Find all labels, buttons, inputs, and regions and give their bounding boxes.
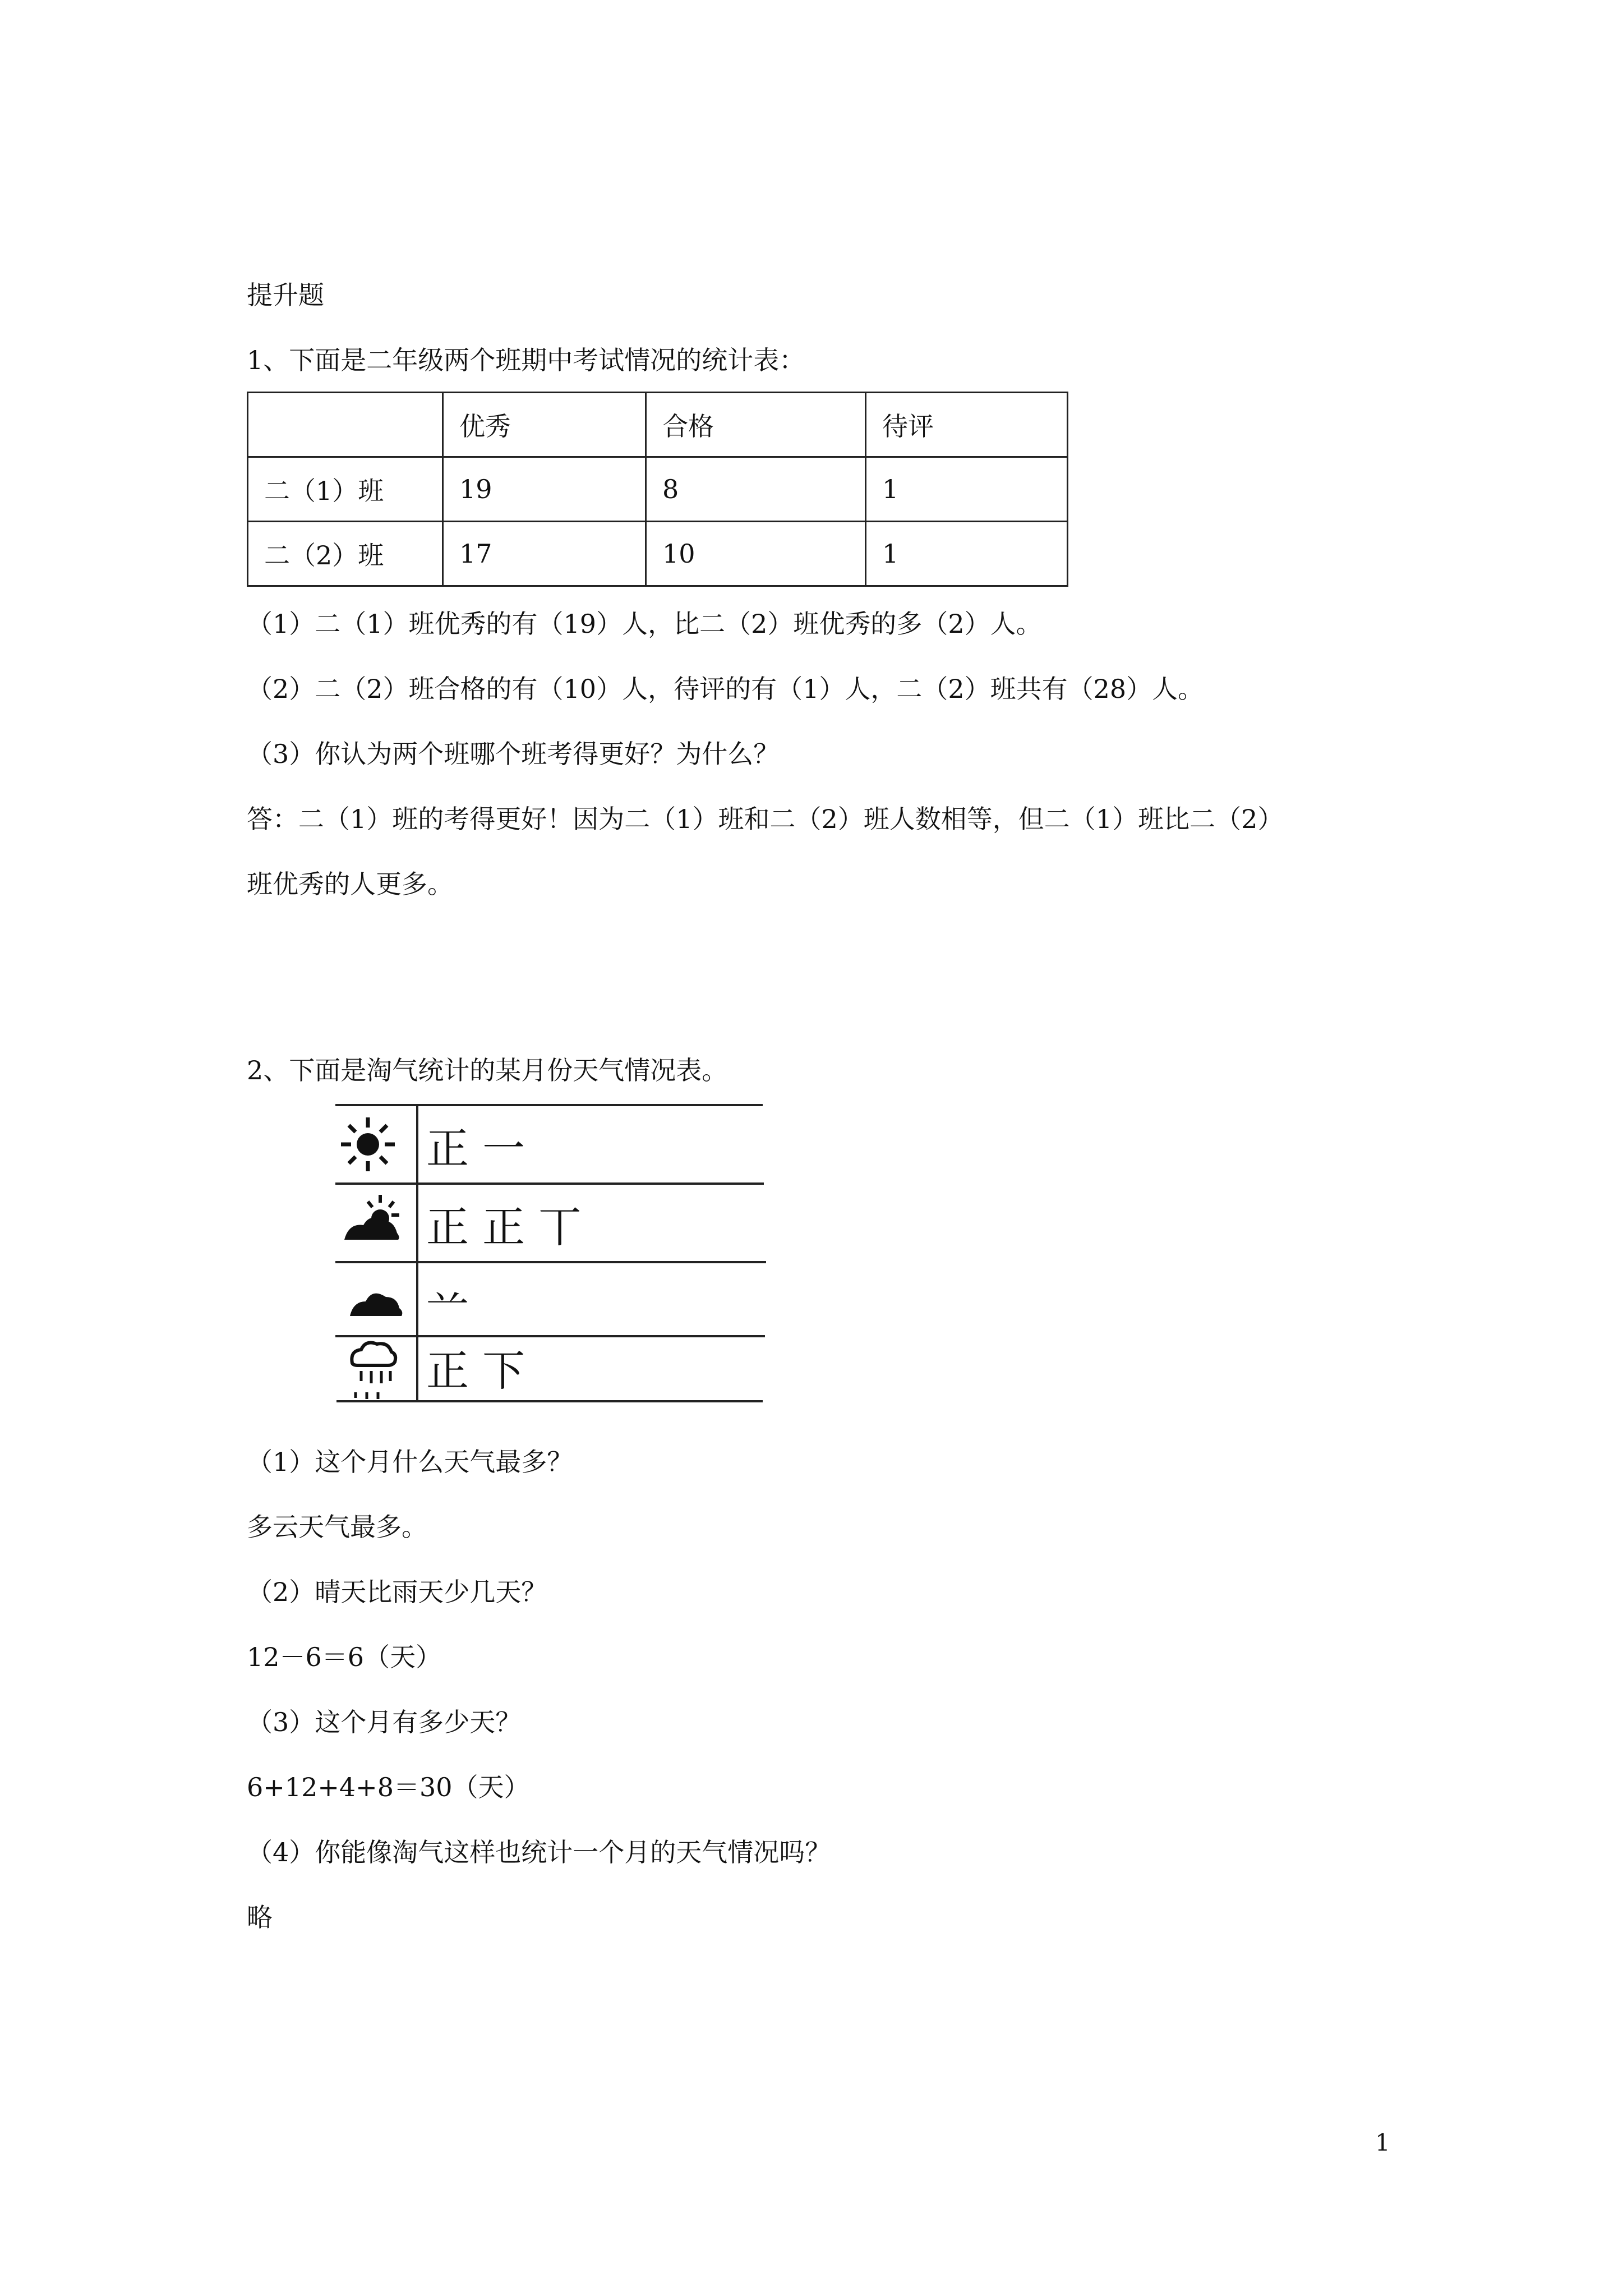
q1-sub1: （1）二（1）班优秀的有（19）人，比二（2）班优秀的多（2）人。 bbox=[247, 609, 1042, 639]
table-cell: 17 bbox=[443, 522, 646, 586]
q1-answer-line1: 答：二（1）班的考得更好！因为二（1）班和二（2）班人数相等，但二（1）班比二（2） bbox=[247, 804, 1284, 834]
q2-sub4: （4）你能像淘气这样也统计一个月的天气情况吗？ bbox=[247, 1837, 831, 1867]
tally-partly-cloudy: 正 正 丅 bbox=[426, 1202, 582, 1252]
table-cell: 10 bbox=[646, 522, 866, 586]
q2-ans4: 略 bbox=[247, 1902, 273, 1932]
q2-sub1: （1）这个月什么天气最多？ bbox=[247, 1447, 573, 1477]
exam-stats-table bbox=[247, 392, 1068, 587]
table-cell: 二（2）班 bbox=[248, 522, 443, 586]
q1-answer-line2: 班优秀的人更多。 bbox=[247, 869, 453, 899]
page-number: 1 bbox=[1375, 2129, 1390, 2156]
heading: 提升题 bbox=[247, 280, 324, 310]
table-header-cell: 待评 bbox=[866, 393, 1068, 457]
table-row bbox=[248, 457, 1068, 522]
q2-sub3: （3）这个月有多少天？ bbox=[247, 1707, 522, 1737]
table-header-cell: 优秀 bbox=[443, 393, 646, 457]
rain-icon bbox=[352, 1343, 395, 1399]
table-cell: 19 bbox=[443, 457, 646, 522]
table-header-row bbox=[248, 393, 1068, 457]
q1-prompt: 1、下面是二年级两个班期中考试情况的统计表： bbox=[247, 345, 805, 375]
q2-prompt: 2、下面是淘气统计的某月份天气情况表。 bbox=[247, 1055, 728, 1085]
cloud-icon bbox=[350, 1294, 402, 1316]
q1-sub3: （3）你认为两个班哪个班考得更好？为什么？ bbox=[247, 739, 780, 769]
table-header-cell bbox=[248, 393, 443, 457]
q2-ans2: 12－6＝6（天） bbox=[247, 1642, 442, 1672]
table-header-cell: 合格 bbox=[646, 393, 866, 457]
q1-sub2: （2）二（2）班合格的有（10）人，待评的有（1）人，二（2）班共有（28）人。 bbox=[247, 674, 1204, 704]
partly-cloudy-icon bbox=[344, 1195, 399, 1240]
table-cell: 二（1）班 bbox=[248, 457, 443, 522]
q2-ans1: 多云天气最多。 bbox=[247, 1512, 427, 1542]
table-row bbox=[248, 522, 1068, 586]
tally-cloud: 䒑 bbox=[426, 1277, 469, 1327]
table-cell: 1 bbox=[866, 522, 1068, 586]
table-cell: 1 bbox=[866, 457, 1068, 522]
sun-icon bbox=[341, 1117, 395, 1171]
q2-ans3: 6+12+4+8＝30（天） bbox=[247, 1772, 530, 1802]
tally-rain: 正 下 bbox=[426, 1346, 525, 1396]
tally-sun: 正 一 bbox=[426, 1124, 525, 1174]
q2-sub2: （2）晴天比雨天少几天？ bbox=[247, 1577, 547, 1607]
weather-tally-table bbox=[335, 1101, 767, 1408]
table-cell: 8 bbox=[646, 457, 866, 522]
